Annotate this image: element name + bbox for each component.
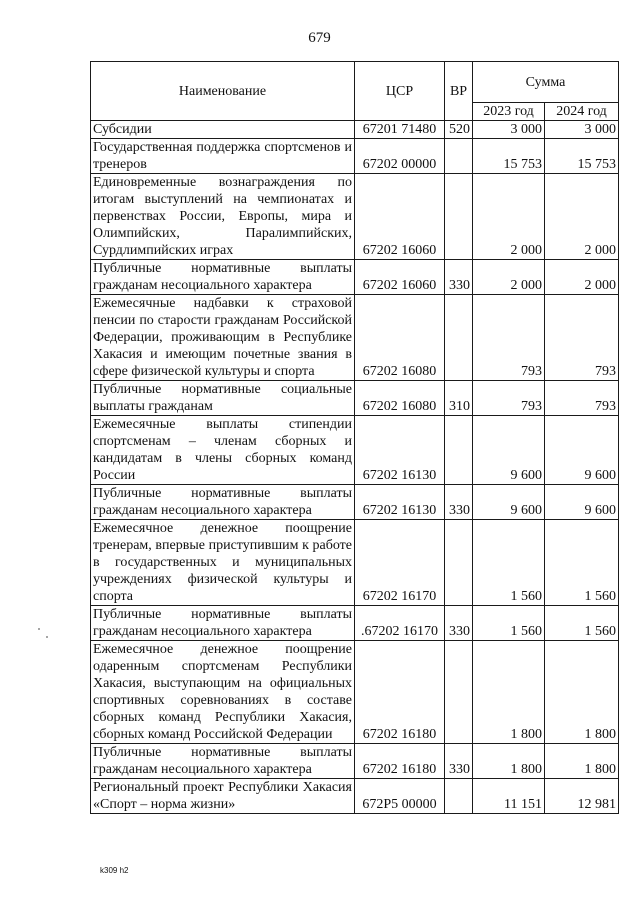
row-vr: 330: [445, 606, 473, 641]
row-sum-2023: 1 800: [473, 744, 545, 779]
page-number: 679: [308, 30, 331, 46]
row-vr: [445, 295, 473, 381]
header-csr: ЦСР: [355, 62, 445, 121]
row-vr: [445, 174, 473, 260]
row-vr: 310: [445, 381, 473, 416]
row-csr: 67202 16060: [355, 260, 445, 295]
row-csr: 672P5 00000: [355, 779, 445, 814]
row-sum-2024: 2 000: [545, 260, 619, 295]
row-name: Публичные нормативные выплаты гражданам несоциального характера: [91, 260, 355, 295]
row-vr: [445, 520, 473, 606]
row-name: Ежемесячное денежное поощрение тренерам, впервые приступившим к работе в государственных и муниципальных учреждениях физической культуры и спорта: [91, 520, 355, 606]
row-sum-2023: 3 000: [473, 121, 545, 139]
row-csr: 67202 16170: [355, 520, 445, 606]
row-vr: 330: [445, 260, 473, 295]
table-row: [91, 744, 619, 779]
row-sum-2024: 1 560: [545, 606, 619, 641]
budget-table: [90, 61, 619, 814]
row-sum-2023: 2 000: [473, 260, 545, 295]
row-name: Публичные нормативные выплаты гражданам несоциального характера: [91, 485, 355, 520]
row-name: Публичные нормативные социальные выплаты гражданам: [91, 381, 355, 416]
footer-code: k309 h2: [100, 866, 129, 875]
row-sum-2024: 9 600: [545, 416, 619, 485]
row-vr: [445, 416, 473, 485]
row-csr: 67202 16060: [355, 174, 445, 260]
header-year-2023: 2023 год: [473, 103, 545, 121]
row-vr: 330: [445, 744, 473, 779]
row-name: Публичные нормативные выплаты гражданам несоциального характера: [91, 606, 355, 641]
row-sum-2024: 1 800: [545, 641, 619, 744]
row-name: Региональный проект Республики Хакасия «Спорт – норма жизни»: [91, 779, 355, 814]
row-csr: 67202 00000: [355, 139, 445, 174]
row-csr: 67202 16130: [355, 485, 445, 520]
table-row: [91, 520, 619, 606]
table-row: [91, 121, 619, 139]
scan-speck: [46, 636, 48, 638]
row-name: Субсидии: [91, 121, 355, 139]
row-csr: 67202 16130: [355, 416, 445, 485]
row-sum-2023: 2 000: [473, 174, 545, 260]
row-vr: [445, 139, 473, 174]
row-sum-2024: 793: [545, 381, 619, 416]
row-csr: 67202 16180: [355, 744, 445, 779]
table-row: [91, 779, 619, 814]
header-name: Наименование: [91, 62, 355, 121]
row-csr: .67202 16170: [355, 606, 445, 641]
row-vr: 330: [445, 485, 473, 520]
row-name: Ежемесячные выплаты стипендии спортсменам – членам сборных и кандидатам в члены сборных команд России: [91, 416, 355, 485]
row-sum-2024: 1 800: [545, 744, 619, 779]
row-sum-2024: 793: [545, 295, 619, 381]
row-sum-2023: 15 753: [473, 139, 545, 174]
row-name: Публичные нормативные выплаты гражданам несоциального характера: [91, 744, 355, 779]
row-sum-2023: 9 600: [473, 485, 545, 520]
table-row: [91, 295, 619, 381]
row-sum-2023: 793: [473, 295, 545, 381]
header-sum: Сумма: [473, 62, 619, 103]
row-sum-2024: 2 000: [545, 174, 619, 260]
row-sum-2023: 793: [473, 381, 545, 416]
table-row: [91, 485, 619, 520]
row-vr: 520: [445, 121, 473, 139]
table-row: [91, 260, 619, 295]
table-header: [91, 62, 619, 121]
row-sum-2023: 11 151: [473, 779, 545, 814]
row-vr: [445, 641, 473, 744]
table-row: [91, 381, 619, 416]
row-csr: 67202 16180: [355, 641, 445, 744]
row-csr: 67202 16080: [355, 295, 445, 381]
row-sum-2023: 1 560: [473, 606, 545, 641]
table-row: [91, 139, 619, 174]
row-sum-2023: 1 800: [473, 641, 545, 744]
row-name: Ежемесячное денежное поощрение одаренным спортсменам Республики Хакасия, выступающим на официальных спортивных соревнованиях в составе сборных команд Республики Хакасия, сборных команд Российской Федерации: [91, 641, 355, 744]
header-vr: ВР: [445, 62, 473, 121]
row-sum-2024: 1 560: [545, 520, 619, 606]
row-sum-2024: 9 600: [545, 485, 619, 520]
row-sum-2023: 1 560: [473, 520, 545, 606]
row-sum-2024: 15 753: [545, 139, 619, 174]
row-name: Государственная поддержка спортсменов и тренеров: [91, 139, 355, 174]
row-name: Ежемесячные надбавки к страховой пенсии по старости гражданам Российской Федерации, проживающим в Республике Хакасия и имеющим почетные звания в сфере физической культуры и спорта: [91, 295, 355, 381]
row-name: Единовременные вознаграждения по итогам выступлений на чемпионатах и первенствах России, Европы, мира и Олимпийских, Паралимпийских, Сурдлимпийских играх: [91, 174, 355, 260]
row-sum-2023: 9 600: [473, 416, 545, 485]
table-row: [91, 606, 619, 641]
table-row: [91, 416, 619, 485]
table-row: [91, 641, 619, 744]
header-year-2024: 2024 год: [545, 103, 619, 121]
row-csr: 67202 16080: [355, 381, 445, 416]
table-row: [91, 174, 619, 260]
row-vr: [445, 779, 473, 814]
row-csr: 67201 71480: [355, 121, 445, 139]
row-sum-2024: 3 000: [545, 121, 619, 139]
scan-speck: [38, 628, 40, 630]
row-sum-2024: 12 981: [545, 779, 619, 814]
